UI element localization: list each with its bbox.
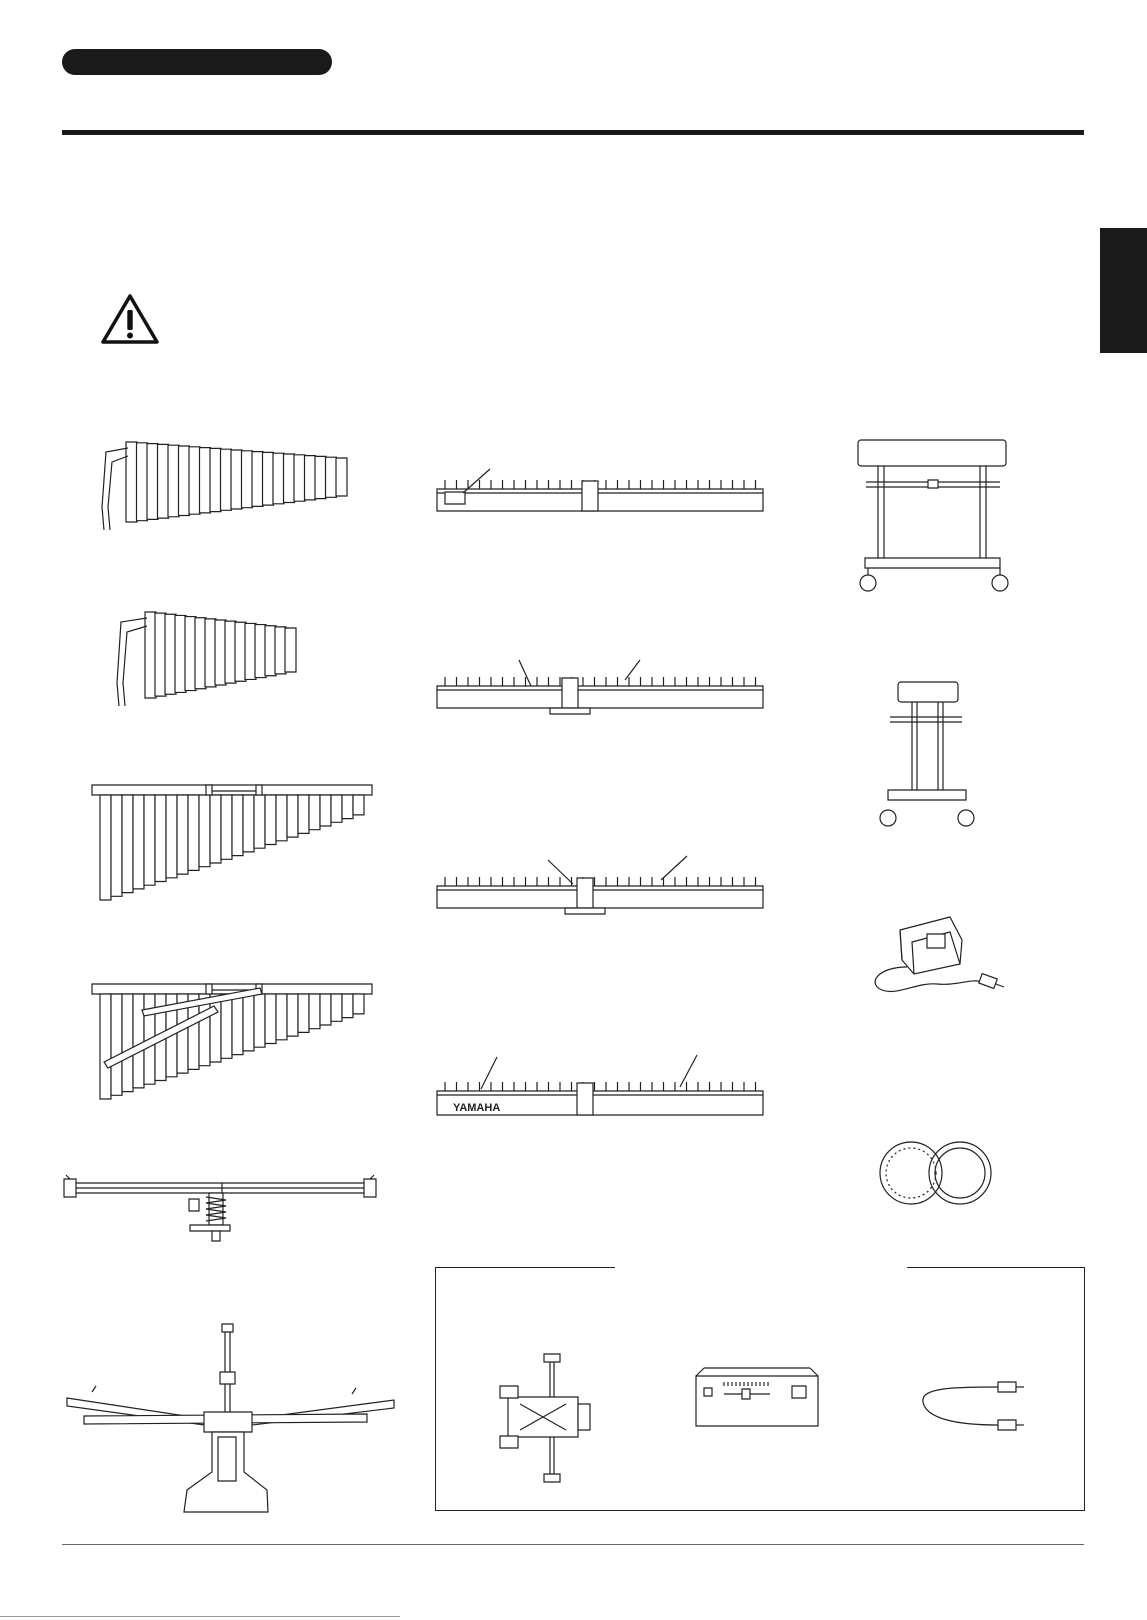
frame-rail-1-illustration (435, 463, 765, 528)
resonator-tube (210, 994, 221, 1062)
cart-large-illustration (830, 438, 1015, 593)
tone-bars-large-illustration (100, 440, 355, 525)
resonator-tube (199, 795, 210, 867)
accessory-box-title (615, 1263, 907, 1271)
tone-bar (221, 449, 232, 510)
tone-bar (263, 452, 274, 505)
resonator-tube (331, 795, 342, 822)
tone-bar (225, 621, 236, 683)
header-rule (62, 130, 1084, 135)
resonator-tube (100, 994, 111, 1099)
resonator-set-illustration (90, 785, 375, 895)
resonator-tube (254, 795, 265, 848)
frame-rail-3-illustration (435, 856, 765, 926)
tone-bar (255, 625, 266, 678)
rail (92, 785, 372, 795)
tone-bar (200, 448, 211, 513)
resonator-tube (320, 795, 331, 826)
resonator-tube (287, 994, 298, 1036)
tone-bar (195, 618, 206, 689)
tone-bar (165, 614, 176, 694)
resonator-tube (155, 795, 166, 882)
connection-cable-illustration (918, 1377, 1033, 1437)
tone-bar (273, 453, 284, 504)
resonator-tube (177, 795, 188, 874)
tone-bar (185, 617, 196, 691)
tone-bar (284, 454, 295, 503)
tone-bar (265, 626, 276, 676)
tone-bar (205, 619, 216, 687)
tone-bar (285, 628, 296, 672)
pedal-mechanism-illustration (498, 1352, 603, 1487)
tone-bars-small-illustration (115, 610, 300, 702)
mount-plate (565, 908, 605, 914)
tone-bar (252, 452, 263, 507)
tone-bar (147, 444, 158, 520)
leader-line (680, 1055, 697, 1087)
rail (92, 984, 372, 994)
tone-bar (137, 443, 148, 521)
resonator-tube (144, 795, 155, 885)
rail-body (437, 686, 763, 708)
tone-bar (175, 615, 186, 692)
resonator-tube (298, 994, 309, 1032)
center-mount (577, 1083, 593, 1115)
resonator-tube (276, 994, 287, 1040)
resonator-tube (276, 795, 287, 841)
resonator-tube (166, 795, 177, 878)
rail-body (437, 886, 763, 908)
resonator-tube (309, 994, 320, 1029)
tone-bar (126, 442, 137, 522)
frame-rail-yamaha-illustration (435, 1055, 765, 1135)
leader-line (625, 660, 640, 680)
control-unit-illustration (692, 1366, 822, 1431)
tone-bar (189, 447, 200, 514)
tone-bar (275, 627, 286, 674)
frame-rail-2-illustration (435, 658, 765, 728)
tone-bar (231, 450, 242, 509)
tone-bar (305, 456, 316, 500)
resonator-tube (331, 994, 342, 1021)
tone-bar (235, 622, 246, 681)
resonator-tube (210, 795, 221, 863)
resonator-tube (342, 795, 353, 819)
resonator-tube (342, 994, 353, 1018)
cord (123, 626, 147, 706)
resonator-tube (111, 994, 122, 1095)
warning-triangle-icon (100, 293, 160, 345)
tone-bar (242, 451, 253, 508)
center-mount (582, 481, 598, 511)
tone-bar (210, 448, 221, 511)
resonator-tube (243, 795, 254, 852)
resonator-tube (287, 795, 298, 837)
resonator-tube (232, 994, 243, 1055)
bracket-clamp (206, 984, 212, 994)
resonator-tube (298, 795, 309, 833)
tone-bar (145, 612, 156, 698)
cord (117, 618, 147, 706)
rail-body (437, 489, 763, 511)
leader-line (481, 1057, 497, 1089)
tone-bar (179, 446, 190, 516)
resonator-tube (122, 795, 133, 893)
section-header-pill (62, 49, 332, 75)
tone-bar (215, 620, 226, 685)
tone-bar (336, 458, 347, 496)
resonator-tube (265, 795, 276, 845)
mount-plate (550, 708, 590, 714)
bracket-clamp (256, 785, 262, 795)
resonator-tube (320, 994, 331, 1025)
resonator-tube (188, 795, 199, 870)
tone-bar (168, 445, 179, 517)
resonator-tube (254, 994, 265, 1047)
rings-illustration (878, 1138, 998, 1208)
resonator-tube (133, 795, 144, 889)
resonator-tube (111, 795, 122, 896)
folding-stand-illustration (62, 1322, 397, 1517)
language-side-tab (1100, 228, 1147, 353)
leader-line (661, 856, 687, 880)
brand-logo: YAMAHA (453, 1102, 501, 1114)
resonator-tube (243, 994, 254, 1051)
tone-bar (326, 457, 337, 497)
cart-small-illustration (870, 680, 975, 830)
bracket-clamp (206, 785, 212, 795)
resonator-tube (353, 795, 364, 815)
tone-bar (315, 456, 326, 498)
center-mount (562, 678, 578, 708)
resonator-tube (221, 795, 232, 859)
tone-bar (158, 444, 169, 518)
resonator-set-with-braces-illustration (90, 984, 375, 1084)
footer-rule (62, 1544, 1084, 1545)
resonator-tube (232, 795, 243, 856)
tone-bar (155, 613, 166, 696)
frame-with-spring-illustration (62, 1175, 382, 1245)
cord (108, 456, 128, 530)
tone-bar (294, 455, 305, 501)
center-mount (577, 878, 593, 908)
resonator-tube (221, 994, 232, 1058)
power-adapter-illustration (862, 912, 1007, 1002)
bottom-edge-line (0, 1616, 400, 1617)
tone-bar (245, 623, 256, 679)
resonator-tube (353, 994, 364, 1014)
resonator-tube (265, 994, 276, 1044)
resonator-tube (133, 994, 144, 1088)
resonator-tube (100, 795, 111, 900)
resonator-tube (309, 795, 320, 830)
resonator-tube (122, 994, 133, 1092)
label-plate (445, 492, 465, 504)
